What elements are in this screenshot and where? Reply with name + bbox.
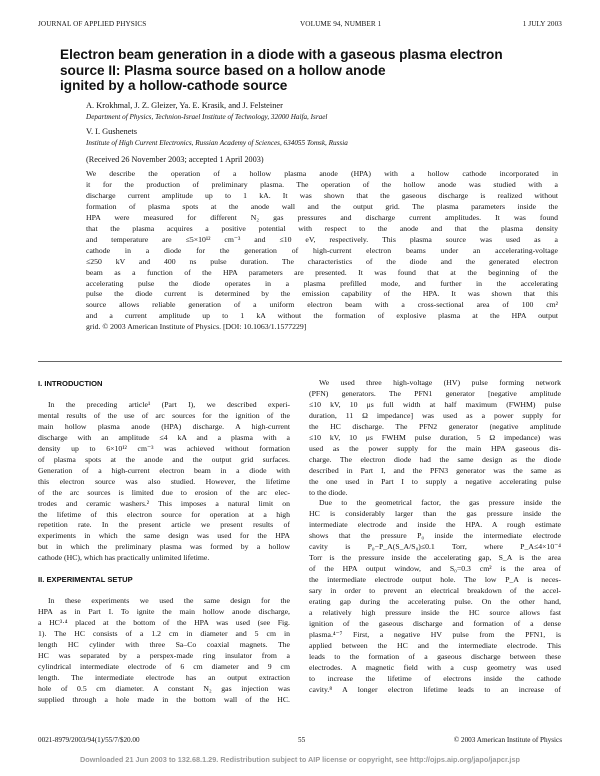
body-line: to increase the lifetime of electrons inside the cathode bbox=[309, 673, 561, 683]
download-notice: Downloaded 21 Jun 2003 to 132.68.1.29. Redistribution subject to AIP license or copyright, see http://ojps.aip.org/japo/japcr.jsp bbox=[80, 755, 520, 764]
body-line: charge. The electron diode had the same design as the diode bbox=[309, 454, 561, 464]
left-column bbox=[38, 378, 290, 706]
page-footer bbox=[38, 736, 562, 746]
setup-line: a HC³·⁴ placed at the bottom of the HPA was used (see Fig. bbox=[38, 618, 290, 628]
body-line: HC is considerably larger than the gas pressure inside the bbox=[309, 509, 561, 519]
intro-line: mental results of the use of arc sources for the ignition of the bbox=[38, 410, 290, 420]
abstract-line: We describe the operation of a hollow plasma anode (HPA) with a hollow cathode incorporated in bbox=[86, 169, 558, 178]
title-line: source II: Plasma source based on a hollow anode bbox=[60, 62, 386, 78]
body-line: cavity is P₀−P_A(S_A/S₀)≤0.1 Torr, where P_A≤4×10⁻⁴ bbox=[309, 542, 561, 552]
intro-line: but in which the preliminary plasma was formed by a hollow bbox=[38, 542, 290, 552]
title-line: ignited by a hollow-cathode source bbox=[60, 78, 288, 94]
setup-line: In these experiments we used the same design for the bbox=[48, 596, 290, 606]
intro-line: repetition rate. In the present article we present results of bbox=[38, 520, 290, 530]
abstract-line: grid. © 2003 American Institute of Physics. [DOI: 10.1063/1.1577229] bbox=[86, 322, 307, 332]
journal-name: JOURNAL OF APPLIED PHYSICS bbox=[38, 20, 147, 28]
body-line: plasma.⁴⁻⁷ First, a negative HV pulse from the PFN1, is bbox=[309, 629, 561, 639]
abstract bbox=[86, 169, 558, 333]
running-header bbox=[38, 20, 562, 30]
setup-line: hole of 0.5 cm diameter. A constant N₂ gas injection was bbox=[38, 683, 290, 693]
issue-date: 1 JULY 2003 bbox=[522, 20, 562, 28]
author-list: A. Krokhmal, J. Z. Gleizer, Ya. E. Krasik, and J. Felsteiner bbox=[86, 101, 283, 110]
setup-line: HC was separated by a perspex-made ring insulator from a bbox=[38, 651, 290, 661]
body-line: shows that the pressure P₀ inside the intermediate electrode bbox=[309, 531, 561, 541]
intro-line: experiments in which the same design was used for the HPA bbox=[38, 531, 290, 541]
abstract-line: accelerating pulse the diode operates in a plasma prefilled mode, and further in the accelerating bbox=[86, 278, 558, 288]
body-line: the one used in Part I to supply a negative accelerating pulse bbox=[309, 476, 561, 486]
body-line: duration, 11 Ω impedance] was used as a power supply for bbox=[309, 410, 561, 420]
body-line: Torr is the pressure inside the accelerating gap, S_A is the area bbox=[309, 553, 561, 563]
intro-heading: I. INTRODUCTION bbox=[38, 379, 103, 388]
body-line: ≤10 kV, 10 μs FWHM pulse duration, 5 Ω impedance) was bbox=[309, 432, 561, 442]
article-title bbox=[60, 47, 560, 94]
body-line: described in Part I, and the PFN3 generator was the same as bbox=[309, 465, 561, 475]
volume-number: VOLUME 94, NUMBER 1 bbox=[300, 20, 382, 28]
body-line: a relatively high pressure inside the HC source allows fast bbox=[309, 608, 561, 618]
intro-line: main hollow plasma anode (HPA) discharge. A high-current bbox=[38, 421, 290, 431]
body-line: electrodes. A magnetic field with a cusp geometry was used bbox=[309, 662, 561, 672]
received-dates: (Received 26 November 2003; accepted 1 April 2003) bbox=[86, 155, 264, 164]
abstract-line: it for the production of preliminary plasma. The operation of the hollow anode was studied with a bbox=[86, 179, 558, 189]
title-line: Electron beam generation in a diode with a gaseous plasma electron bbox=[60, 47, 503, 62]
setup-line: supplied through a hole made in the bottom wall of the HC. bbox=[38, 694, 290, 704]
page-number: 55 bbox=[298, 736, 306, 744]
abstract-line: cathode in a diode for the generation of high-current electron beams under an accelerating-voltage bbox=[86, 245, 558, 255]
body-line: Due to the geometrical factor, the gas pressure inside the bbox=[319, 498, 561, 508]
body-line: of the HPA output window, and S₀=0.3 cm² is the area of bbox=[309, 564, 561, 574]
intro-line: this electron source was also studied. However, the lifetime bbox=[38, 476, 290, 486]
body-line: (PFN) generators. The PFN1 generator [negative amplitude bbox=[309, 388, 561, 398]
body-line: cavity.⁸ A longer electron lifetime leads to an increase of bbox=[309, 684, 561, 694]
body-line: used as the power supply for the main HPA gaseous dis- bbox=[309, 443, 561, 453]
body-line: erating gap during the accelerating pulse. On the other hand, bbox=[309, 597, 561, 607]
abstract-line: and a current amplitude up to 1 kA without the formation of explosive plasma at the HPA output bbox=[86, 311, 558, 321]
intro-line: of the arc sources is limited due to erosion of the arc elec- bbox=[38, 487, 290, 497]
body-line: sary in order to prevent an electrical breakdown of the accel- bbox=[309, 586, 561, 596]
intro-line: density up to 6×10¹² cm⁻³ was achieved without formation bbox=[38, 443, 290, 453]
intro-line: of plasma spots at the anode and the output grid surfaces. bbox=[38, 454, 290, 464]
doi-code: 0021-8979/2003/94(1)/55/7/$20.00 bbox=[38, 736, 140, 744]
body-line: intermediate electrode and inside the HPA. A rough estimate bbox=[309, 520, 561, 530]
intro-line: the lifetime of this electron source for operation at a high bbox=[38, 509, 290, 519]
abstract-line: pulse the diode current is determined by the emission capability of the HPA. It was shown that this bbox=[86, 289, 558, 299]
setup-line: length. The intermediate electrode has an output extraction bbox=[38, 672, 290, 682]
abstract-line: ≤250 kV and 400 ns pulse duration. The characteristics of the diode and the generated electron bbox=[86, 256, 558, 266]
copyright: © 2003 American Institute of Physics bbox=[453, 736, 562, 744]
intro-line: In the preceding article¹ (Part I), we described experi- bbox=[48, 400, 290, 409]
author-list-2: V. I. Gushenets bbox=[86, 127, 138, 136]
setup-heading: II. EXPERIMENTAL SETUP bbox=[38, 575, 133, 585]
setup-line: HPA as in Part I. To ignite the main hollow anode discharge, bbox=[38, 607, 290, 617]
setup-line: cylindrical intermediate electrode of 6 cm diameter and 9 cm bbox=[38, 662, 290, 672]
intro-line: discharge with an amplitude ≤4 kA and a plasma with a bbox=[38, 432, 290, 442]
abstract-line: and temperature are ≤5×10¹² cm⁻³ and ≤10 eV, respectively. This plasma source was used as a bbox=[86, 234, 558, 244]
abstract-line: discharge current amplitude up to 1 kA. It was shown that the gaseous discharge is realized without bbox=[86, 190, 558, 200]
body-line: We used three high-voltage (HV) pulse forming network bbox=[319, 378, 561, 387]
abstract-line: beam as a function of the HPA parameters are presented. It was found that at the beginning of the bbox=[86, 267, 558, 277]
abstract-line: HPA were measured for different N₂ gas pressures and discharge current amplitudes. It was found bbox=[86, 212, 558, 222]
body-line: the intermediate electrode output hole. The low P_A is neces- bbox=[309, 575, 561, 585]
setup-line: length HC cylinder with three Sa–Co coaxial magnets. The bbox=[38, 640, 290, 650]
intro-line: Generation of a high-current electron beam in a diode with bbox=[38, 465, 290, 475]
body-line: ≤10 kV, 10 μs full width at half maximum (FWHM) pulse bbox=[309, 399, 561, 409]
body-line: the HC discharge. The PFN2 generator (negative amplitude bbox=[309, 421, 561, 431]
abstract-line: that the plasma acquires a positive potential with respect to the anode and that the plasma density bbox=[86, 223, 558, 233]
affiliation-2: Institute of High Current Electronics, Russian Academy of Sciences, 634055 Tomsk, Russia bbox=[86, 139, 348, 147]
body-line: applied between the HC and the intermediate electrode. This bbox=[309, 640, 561, 650]
body-line: ignition of the gaseous discharge and formation of a dense bbox=[309, 618, 561, 628]
setup-line: 1). The HC consists of a 1.2 cm in diameter and 5 cm in bbox=[38, 629, 290, 639]
right-column bbox=[309, 378, 561, 696]
affiliation: Department of Physics, Technion-Israel Institute of Technology, 32000 Haifa, Israel bbox=[86, 113, 328, 121]
abstract-line: source allows reliable generation of a uniform electron beam with a cross-sectional area of 100 cm² bbox=[86, 300, 558, 310]
intro-line: cathode (HC), which has practically unlimited lifetime. bbox=[38, 553, 210, 563]
body-line: to the diode. bbox=[309, 487, 348, 497]
section-divider bbox=[38, 361, 562, 362]
abstract-line: formation of plasma spots at the anode wall and the output grid. The plasma parameters inside the bbox=[86, 201, 558, 211]
body-line: leads to the formation of a gaseous discharge between these bbox=[309, 651, 561, 661]
intro-line: trodes and ceramic washers.² This imposes a natural limit on bbox=[38, 498, 290, 508]
